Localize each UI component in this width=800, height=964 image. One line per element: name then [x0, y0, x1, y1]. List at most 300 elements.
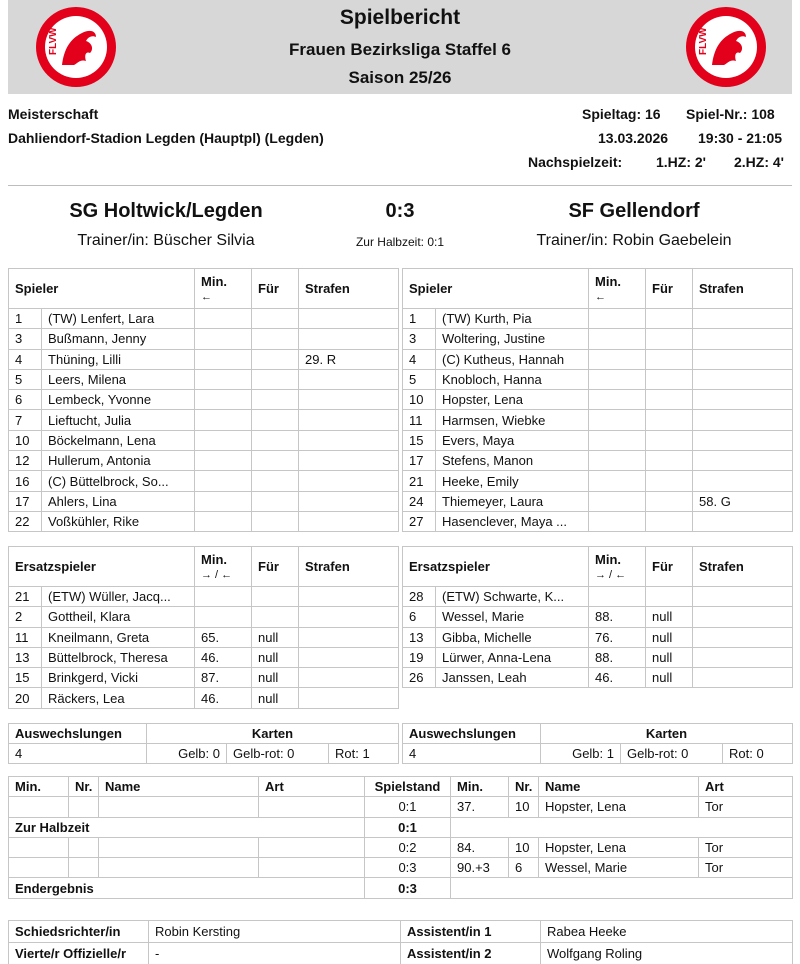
away-team-name: SF Gellendorf	[568, 200, 700, 222]
player-name: Lürwer, Anna-Lena	[436, 647, 589, 667]
player-name: (C) Kutheus, Hannah	[436, 349, 589, 369]
player-penalty	[693, 627, 793, 647]
player-row	[403, 390, 793, 410]
player-name: Hopster, Lena	[436, 390, 589, 410]
player-penalty	[693, 410, 793, 430]
match-number: Spiel-Nr.: 108	[686, 106, 775, 122]
col-name: Name	[99, 777, 259, 797]
player-penalty	[693, 329, 793, 349]
player-row	[9, 627, 399, 647]
player-minute	[589, 491, 646, 511]
player-penalty	[693, 430, 793, 450]
player-row	[403, 329, 793, 349]
player-number: 21	[9, 587, 42, 607]
player-row	[9, 369, 399, 389]
auswechslungen-header: Auswechslungen	[9, 724, 147, 744]
player-name: Büttelbrock, Theresa	[42, 647, 195, 667]
player-penalty	[299, 430, 399, 450]
player-number: 17	[403, 451, 436, 471]
official-row	[9, 921, 793, 943]
event-player-name: Wessel, Marie	[539, 858, 699, 878]
player-penalty	[299, 688, 399, 708]
player-minute: 46.	[195, 688, 252, 708]
col-art: Art	[699, 777, 793, 797]
player-for	[646, 511, 693, 531]
official-row	[9, 943, 793, 964]
col-min: Min. ←	[195, 269, 252, 309]
away-starters-table	[402, 268, 793, 532]
home-team-name: SG Holtwick/Legden	[69, 200, 263, 222]
player-row	[403, 309, 793, 329]
player-row	[403, 410, 793, 430]
final-score: 0:3	[385, 200, 415, 222]
player-for	[646, 309, 693, 329]
player-penalty	[299, 410, 399, 430]
home-summary-table	[8, 723, 399, 764]
divider	[8, 185, 792, 186]
player-name: Harmsen, Wiebke	[436, 410, 589, 430]
flvw-logo-right	[684, 5, 768, 89]
col-min: Min. ←	[589, 269, 646, 309]
empty-cell	[259, 858, 365, 878]
player-for	[252, 511, 299, 531]
player-name: Evers, Maya	[436, 430, 589, 450]
player-minute	[589, 451, 646, 471]
player-minute	[195, 471, 252, 491]
event-row	[9, 797, 793, 817]
event-player-number: 6	[509, 858, 539, 878]
col-nr: Nr.	[69, 777, 99, 797]
col-fuer: Für	[252, 269, 299, 309]
player-number: 10	[9, 430, 42, 450]
player-number: 5	[9, 369, 42, 389]
player-minute	[195, 451, 252, 471]
player-for: null	[646, 627, 693, 647]
player-for	[646, 369, 693, 389]
empty-cell	[259, 837, 365, 857]
empty-cell	[69, 858, 99, 878]
player-penalty	[693, 587, 793, 607]
player-row	[9, 329, 399, 349]
player-penalty	[693, 349, 793, 369]
player-number: 20	[9, 688, 42, 708]
player-row	[403, 607, 793, 627]
player-for: null	[646, 668, 693, 688]
player-penalty	[693, 668, 793, 688]
home-subs-table	[8, 546, 399, 709]
event-type: Tor	[699, 858, 793, 878]
player-penalty	[693, 471, 793, 491]
player-minute	[589, 369, 646, 389]
player-name: Stefens, Manon	[436, 451, 589, 471]
player-penalty	[299, 369, 399, 389]
player-for: null	[252, 647, 299, 667]
player-minute: 65.	[195, 627, 252, 647]
col-strafen: Strafen	[299, 547, 399, 587]
player-number: 22	[9, 511, 42, 531]
player-penalty	[299, 471, 399, 491]
player-minute: 88.	[589, 607, 646, 627]
player-row	[403, 430, 793, 450]
player-penalty	[299, 491, 399, 511]
player-number: 6	[403, 607, 436, 627]
player-number: 3	[403, 329, 436, 349]
player-minute	[195, 607, 252, 627]
player-minute: 46.	[589, 668, 646, 688]
player-name: Heeke, Emily	[436, 471, 589, 491]
player-for	[646, 390, 693, 410]
player-number: 10	[403, 390, 436, 410]
player-minute	[589, 511, 646, 531]
official-name: Robin Kersting	[149, 921, 401, 943]
player-number: 28	[403, 587, 436, 607]
player-name: Hullerum, Antonia	[42, 451, 195, 471]
col-strafen: Strafen	[299, 269, 399, 309]
player-penalty	[693, 390, 793, 410]
player-for: null	[646, 607, 693, 627]
player-row	[9, 471, 399, 491]
player-row	[9, 491, 399, 511]
home-starters-table	[8, 268, 399, 532]
player-penalty	[693, 607, 793, 627]
player-for	[252, 369, 299, 389]
event-summary-row	[9, 878, 793, 898]
player-for	[252, 309, 299, 329]
away-coach: Trainer/in: Robin Gaebelein	[536, 232, 732, 249]
player-number: 16	[9, 471, 42, 491]
player-name: Räckers, Lea	[42, 688, 195, 708]
player-minute	[195, 491, 252, 511]
official-role: Schiedsrichter/in	[9, 921, 149, 943]
player-minute	[195, 587, 252, 607]
auswechslungen-header: Auswechslungen	[403, 724, 541, 744]
official-role: Assistent/in 2	[401, 943, 541, 964]
player-minute	[195, 430, 252, 450]
col-strafen: Strafen	[693, 547, 793, 587]
player-minute	[589, 471, 646, 491]
event-player-number: 10	[509, 797, 539, 817]
player-number: 15	[403, 430, 436, 450]
arrow-in-icon: ←	[201, 290, 213, 303]
player-name: Janssen, Leah	[436, 668, 589, 688]
player-for	[646, 430, 693, 450]
player-number: 24	[403, 491, 436, 511]
svg-text:FLVW: FLVW	[48, 27, 59, 55]
event-type: Tor	[699, 797, 793, 817]
player-row	[403, 451, 793, 471]
official-name: Rabea Heeke	[541, 921, 793, 943]
player-number: 15	[9, 668, 42, 688]
empty-cell	[9, 837, 69, 857]
player-minute: 46.	[195, 647, 252, 667]
player-number: 19	[403, 647, 436, 667]
event-summary-label: Zur Halbzeit	[9, 817, 365, 837]
empty-cell	[69, 797, 99, 817]
player-row	[9, 587, 399, 607]
player-minute	[195, 349, 252, 369]
col-name: Name	[539, 777, 699, 797]
player-penalty	[299, 627, 399, 647]
player-number: 11	[403, 410, 436, 430]
player-minute	[589, 410, 646, 430]
player-name: Gibba, Michelle	[436, 627, 589, 647]
player-row	[403, 647, 793, 667]
player-name: Lembeck, Yvonne	[42, 390, 195, 410]
player-minute	[195, 369, 252, 389]
player-for	[252, 491, 299, 511]
player-minute: 88.	[589, 647, 646, 667]
player-name: (ETW) Wüller, Jacq...	[42, 587, 195, 607]
player-penalty	[299, 668, 399, 688]
player-name: (TW) Kurth, Pia	[436, 309, 589, 329]
empty-cell	[99, 837, 259, 857]
event-summary-label: Endergebnis	[9, 878, 365, 898]
player-minute	[589, 390, 646, 410]
empty-cell	[9, 797, 69, 817]
player-number: 2	[9, 607, 42, 627]
player-for	[646, 471, 693, 491]
player-for	[252, 587, 299, 607]
player-penalty	[299, 607, 399, 627]
player-number: 11	[9, 627, 42, 647]
player-minute	[589, 349, 646, 369]
official-role: Vierte/r Offizielle/r	[9, 943, 149, 964]
venue: Dahliendorf-Stadion Legden (Hauptpl) (Legden)	[8, 130, 324, 146]
report-header	[8, 0, 792, 94]
event-player-number: 10	[509, 837, 539, 857]
player-penalty	[693, 647, 793, 667]
player-name: Thiemeyer, Laura	[436, 491, 589, 511]
player-number: 1	[403, 309, 436, 329]
player-for	[646, 451, 693, 471]
event-summary-row	[9, 817, 793, 837]
yellow-cards: Gelb: 1	[541, 744, 621, 764]
event-minute: 84.	[451, 837, 509, 857]
player-for	[646, 349, 693, 369]
player-name: Wessel, Marie	[436, 607, 589, 627]
player-number: 26	[403, 668, 436, 688]
player-penalty	[693, 369, 793, 389]
svg-text:FLVW: FLVW	[698, 27, 709, 55]
player-number: 3	[9, 329, 42, 349]
player-name: Brinkgerd, Vicki	[42, 668, 195, 688]
player-penalty	[299, 309, 399, 329]
player-row	[403, 511, 793, 531]
match-time: 19:30 - 21:05	[698, 130, 783, 146]
flvw-logo-left	[34, 5, 118, 89]
player-for	[252, 349, 299, 369]
player-number: 13	[403, 627, 436, 647]
player-row	[403, 349, 793, 369]
player-row	[9, 511, 399, 531]
karten-header: Karten	[147, 724, 399, 744]
player-for	[646, 329, 693, 349]
player-penalty: 29. R	[299, 349, 399, 369]
season: Saison 25/26	[348, 68, 452, 87]
official-name: -	[149, 943, 401, 964]
player-row	[9, 430, 399, 450]
player-for: null	[252, 668, 299, 688]
player-number: 5	[403, 369, 436, 389]
player-row	[9, 607, 399, 627]
empty-cell	[9, 858, 69, 878]
officials-table	[8, 920, 793, 964]
extra-time-hz1: 1.HZ: 2'	[656, 154, 707, 170]
empty-cell	[451, 878, 793, 898]
player-for	[252, 390, 299, 410]
event-player-name: Hopster, Lena	[539, 797, 699, 817]
extra-time-label: Nachspielzeit:	[528, 154, 623, 170]
player-number: 27	[403, 511, 436, 531]
player-minute	[589, 587, 646, 607]
player-penalty	[299, 587, 399, 607]
arrow-swap-icon: → / ←	[595, 568, 627, 581]
player-number: 4	[9, 349, 42, 369]
player-minute	[195, 390, 252, 410]
red-cards: Rot: 1	[329, 744, 399, 764]
player-penalty	[299, 329, 399, 349]
event-type: Tor	[699, 837, 793, 857]
player-row	[9, 410, 399, 430]
away-subs-table	[402, 546, 793, 688]
karten-header: Karten	[541, 724, 793, 744]
extra-time-hz2: 2.HZ: 4'	[734, 154, 785, 170]
player-number: 21	[403, 471, 436, 491]
col-min: Min.	[451, 777, 509, 797]
event-minute: 37.	[451, 797, 509, 817]
player-for	[252, 329, 299, 349]
player-name: Kneilmann, Greta	[42, 627, 195, 647]
player-number: 13	[9, 647, 42, 667]
substitution-count: 4	[403, 744, 541, 764]
empty-cell	[99, 797, 259, 817]
col-spielstand: Spielstand	[365, 777, 451, 797]
player-name: Böckelmann, Lena	[42, 430, 195, 450]
home-coach: Trainer/in: Büscher Silvia	[77, 232, 255, 249]
event-row	[9, 858, 793, 878]
player-name: Leers, Milena	[42, 369, 195, 389]
empty-cell	[259, 797, 365, 817]
player-name: Knobloch, Hanna	[436, 369, 589, 389]
player-penalty	[693, 309, 793, 329]
player-penalty	[299, 511, 399, 531]
player-number: 12	[9, 451, 42, 471]
player-for	[646, 587, 693, 607]
events-table	[8, 776, 793, 899]
official-role: Assistent/in 1	[401, 921, 541, 943]
col-ersatzspieler: Ersatzspieler	[9, 547, 195, 587]
player-number: 7	[9, 410, 42, 430]
red-cards: Rot: 0	[723, 744, 793, 764]
player-row	[9, 668, 399, 688]
player-name: (ETW) Schwarte, K...	[436, 587, 589, 607]
arrow-swap-icon: → / ←	[201, 568, 233, 581]
player-minute	[195, 309, 252, 329]
player-row	[9, 647, 399, 667]
league-name: Frauen Bezirksliga Staffel 6	[288, 40, 512, 59]
event-minute: 90.+3	[451, 858, 509, 878]
yellow-red-cards: Gelb-rot: 0	[621, 744, 723, 764]
player-minute	[195, 511, 252, 531]
event-score: 0:3	[365, 878, 451, 898]
event-score: 0:1	[365, 797, 451, 817]
match-date: 13.03.2026	[598, 130, 669, 146]
player-row	[9, 349, 399, 369]
player-for	[252, 607, 299, 627]
player-row	[9, 390, 399, 410]
halftime-score: Zur Halbzeit: 0:1	[355, 235, 445, 249]
player-name: Lieftucht, Julia	[42, 410, 195, 430]
yellow-red-cards: Gelb-rot: 0	[227, 744, 329, 764]
col-min: Min. → / ←	[589, 547, 646, 587]
player-for	[646, 491, 693, 511]
event-player-name: Hopster, Lena	[539, 837, 699, 857]
player-for	[252, 410, 299, 430]
player-minute	[589, 430, 646, 450]
substitution-count: 4	[9, 744, 147, 764]
player-row	[403, 587, 793, 607]
player-minute	[195, 410, 252, 430]
player-minute	[195, 329, 252, 349]
event-score: 0:2	[365, 837, 451, 857]
yellow-cards: Gelb: 0	[147, 744, 227, 764]
player-name: Thüning, Lilli	[42, 349, 195, 369]
player-row	[403, 491, 793, 511]
player-number: 4	[403, 349, 436, 369]
col-spieler: Spieler	[403, 269, 589, 309]
player-penalty	[299, 451, 399, 471]
official-name: Wolfgang Roling	[541, 943, 793, 964]
event-score: 0:3	[365, 858, 451, 878]
col-fuer: Für	[252, 547, 299, 587]
player-row	[9, 451, 399, 471]
col-nr: Nr.	[509, 777, 539, 797]
event-score: 0:1	[365, 817, 451, 837]
player-for	[252, 471, 299, 491]
away-summary-table	[402, 723, 793, 764]
col-min: Min. → / ←	[195, 547, 252, 587]
col-art: Art	[259, 777, 365, 797]
player-minute	[589, 309, 646, 329]
player-name: (TW) Lenfert, Lara	[42, 309, 195, 329]
player-penalty	[299, 647, 399, 667]
player-minute: 87.	[195, 668, 252, 688]
col-fuer: Für	[646, 547, 693, 587]
player-name: Hasenclever, Maya ...	[436, 511, 589, 531]
col-ersatzspieler: Ersatzspieler	[403, 547, 589, 587]
col-spieler: Spieler	[9, 269, 195, 309]
player-for	[646, 410, 693, 430]
player-name: (C) Büttelbrock, So...	[42, 471, 195, 491]
empty-cell	[451, 817, 793, 837]
arrow-in-icon: ←	[595, 290, 607, 303]
report-title: Spielbericht	[339, 6, 461, 29]
empty-cell	[69, 837, 99, 857]
col-fuer: Für	[646, 269, 693, 309]
player-minute	[589, 329, 646, 349]
event-row	[9, 837, 793, 857]
player-row	[403, 627, 793, 647]
player-minute: 76.	[589, 627, 646, 647]
col-strafen: Strafen	[693, 269, 793, 309]
competition: Meisterschaft	[8, 106, 99, 122]
player-row	[403, 471, 793, 491]
player-row	[9, 309, 399, 329]
player-penalty: 58. G	[693, 491, 793, 511]
player-name: Voßkühler, Rike	[42, 511, 195, 531]
empty-cell	[99, 858, 259, 878]
player-for: null	[646, 647, 693, 667]
